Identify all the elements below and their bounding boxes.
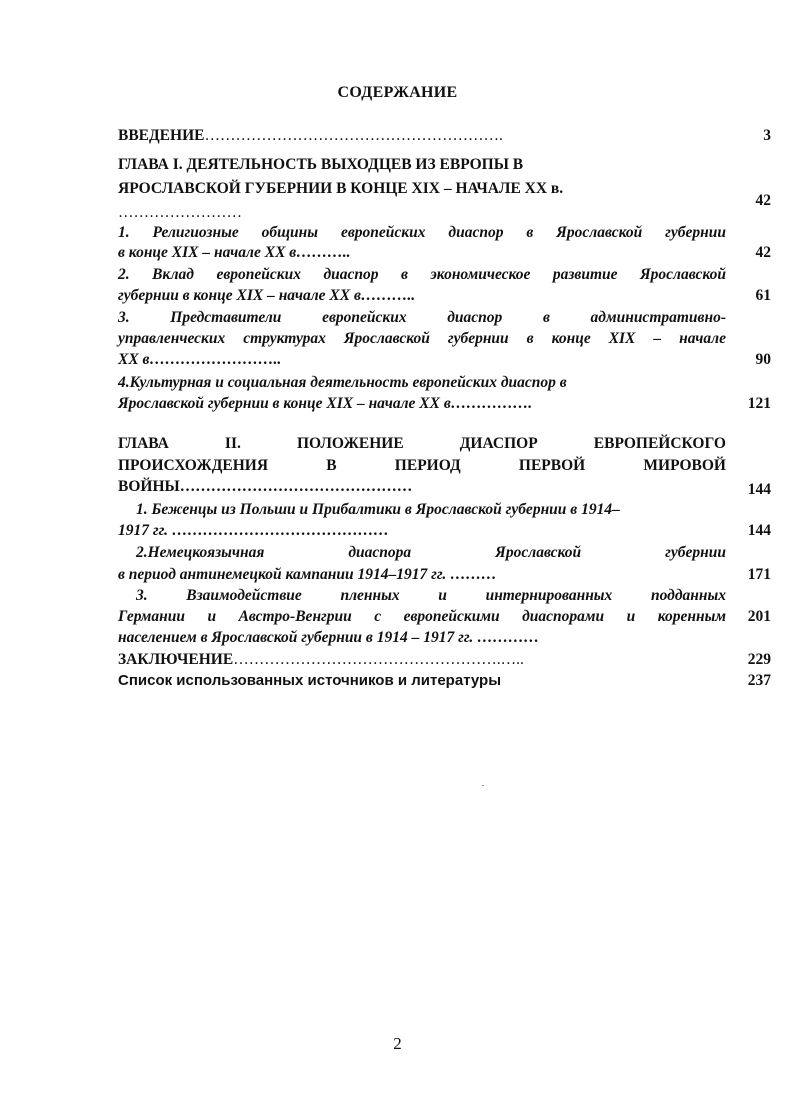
toc-section-2-2-line1[interactable]: 2.Немецкоязычная диаспора Ярославской губернии bbox=[136, 544, 726, 561]
toc-section-1-2-line2[interactable]: губернии в конце XIX – начале XX в……….. bbox=[118, 287, 416, 304]
toc-section-2-1-line1[interactable]: 1. Беженцы из Польши и Прибалтики в Ярославской губернии в 1914– bbox=[136, 501, 620, 518]
toc-section-2-3-line2[interactable]: Германии и Австро-Венгрии с европейскими диаспорами и коренным bbox=[118, 608, 726, 625]
toc-sources-page: 237 bbox=[747, 672, 771, 689]
toc-section-1-1-line2[interactable]: в конце XIX – начале XX в……….. bbox=[118, 244, 351, 261]
toc-conclusion[interactable] bbox=[118, 650, 726, 670]
toc-section-2-3-line1[interactable]: 3. Взаимодействие пленных и интернированных подданных bbox=[136, 587, 726, 604]
toc-section-1-3-line1[interactable]: 3. Представители европейских диаспор в административно- bbox=[118, 309, 726, 326]
toc-conclusion-leader: …………………………………………….….. bbox=[233, 651, 524, 668]
toc-intro[interactable] bbox=[118, 126, 726, 146]
toc-section-1-3-line2[interactable]: управленческих структурах Ярославской губернии в конце XIX – начале bbox=[118, 330, 726, 347]
toc-conclusion-page: 229 bbox=[747, 651, 771, 668]
toc-section-1-4-line2[interactable]: Ярославской губернии в конце XIX – начале XX в……………. bbox=[118, 395, 533, 412]
toc-section-2-3-line3[interactable]: населением в Ярославской губернии в 1914 – 1917 гг. ………… bbox=[118, 629, 540, 646]
toc-section-2-3-page: 201 bbox=[747, 608, 771, 625]
toc-chapter2-line2[interactable]: ПРОИСХОЖДЕНИЯ В ПЕРИОД ПЕРВОЙ МИРОВОЙ bbox=[118, 457, 726, 474]
toc-chapter1-line1[interactable]: ГЛАВА I. ДЕЯТЕЛЬНОСТЬ ВЫХОДЦЕВ ИЗ ЕВРОПЫ В bbox=[118, 156, 524, 173]
toc-section-1-2-line1[interactable]: 2. Вклад европейских диаспор в экономическое развитие Ярославской bbox=[118, 266, 726, 283]
toc-intro-leader: …………………………………………………. bbox=[204, 127, 503, 144]
toc-section-1-2-page: 61 bbox=[755, 287, 771, 304]
toc-chapter2-line1[interactable]: ГЛАВА II. ПОЛОЖЕНИЕ ДИАСПОР ЕВРОПЕЙСКОГО bbox=[118, 435, 726, 452]
toc-intro-page: 3 bbox=[763, 127, 771, 144]
page-number: 2 bbox=[393, 1034, 402, 1053]
toc-chapter2-line3[interactable]: ВОЙНЫ……………………………………… bbox=[118, 478, 413, 495]
toc-section-1-4-page: 121 bbox=[747, 395, 771, 412]
toc-chapter1-page: 42 bbox=[755, 192, 771, 209]
toc-section-1-1-page: 42 bbox=[755, 244, 771, 261]
scan-speck bbox=[482, 785, 484, 786]
toc-section-1-3-page: 90 bbox=[755, 351, 771, 368]
toc-section-1-4-line1[interactable]: 4.Культурная и социальная деятельность европейских диаспор в bbox=[118, 374, 567, 391]
toc-sources[interactable]: Список использованных источников и литературы bbox=[118, 672, 502, 689]
toc-chapter1-leader: …………………… bbox=[118, 204, 242, 221]
toc-section-2-1-page: 144 bbox=[747, 522, 771, 539]
toc-conclusion-label: ЗАКЛЮЧЕНИЕ bbox=[118, 651, 234, 668]
toc-section-2-2-page: 171 bbox=[747, 566, 771, 583]
toc-section-1-1-line1[interactable]: 1. Религиозные общины европейских диаспор в Ярославской губернии bbox=[118, 224, 726, 241]
toc-intro-label: ВВЕДЕНИЕ bbox=[118, 127, 205, 144]
page-title: СОДЕРЖАНИЕ bbox=[337, 84, 458, 101]
toc-chapter2-page: 144 bbox=[747, 481, 771, 498]
toc-section-2-1-line2[interactable]: 1917 гг. …………………………………… bbox=[118, 522, 389, 539]
toc-chapter1-line2[interactable]: ЯРОСЛАВСКОЙ ГУБЕРНИИ В КОНЦЕ XIX – НАЧАЛЕ XX в. bbox=[118, 180, 564, 197]
toc-section-1-3-line3[interactable]: XX в…………………….. bbox=[118, 351, 282, 368]
toc-section-2-2-line2[interactable]: в период антинемецкой кампании 1914–1917 гг. ……… bbox=[118, 566, 497, 583]
